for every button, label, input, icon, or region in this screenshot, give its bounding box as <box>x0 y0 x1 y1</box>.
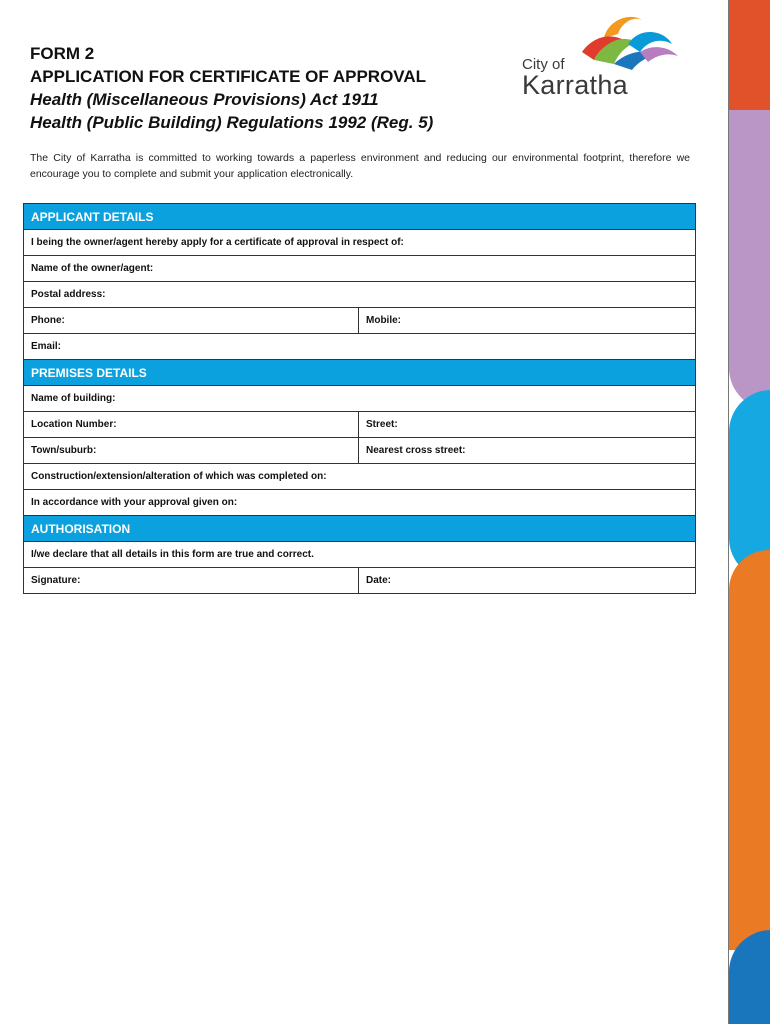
signature-label: Signature: <box>31 575 81 586</box>
location-number-label: Location Number: <box>31 419 117 430</box>
location-number-field[interactable] <box>24 412 359 437</box>
phone-field[interactable] <box>24 308 359 333</box>
form-title: APPLICATION FOR CERTIFICATE OF APPROVAL <box>30 67 427 86</box>
logo-swoosh-icon <box>568 12 683 72</box>
regulations-title: Health (Public Building) Regulations 1992 (Reg. 5) <box>30 113 434 132</box>
postal-address-field[interactable] <box>24 282 695 308</box>
approval-date-label: In accordance with your approval given on: <box>31 497 238 508</box>
construction-date-label: Construction/extension/alteration of which was completed on: <box>31 471 327 482</box>
stripe-orange-band <box>729 550 770 950</box>
location-street-row <box>24 412 695 438</box>
application-form <box>23 203 696 594</box>
owner-name-field[interactable] <box>24 256 695 282</box>
town-suburb-field[interactable] <box>24 438 359 463</box>
owner-name-label: Name of the owner/agent: <box>31 263 154 274</box>
act-title: Health (Miscellaneous Provisions) Act 1911 <box>30 90 379 109</box>
declaration-row <box>24 542 695 568</box>
apply-statement-label: I being the owner/agent hereby apply for a certificate of approval in respect of: <box>31 237 404 248</box>
logo-city-of-text: City of <box>522 56 565 73</box>
mobile-label: Mobile: <box>366 315 401 326</box>
email-field[interactable] <box>24 334 695 360</box>
city-of-karratha-logo <box>518 12 683 102</box>
signature-field[interactable] <box>24 568 359 593</box>
premises-details-heading: PREMISES DETAILS <box>24 360 695 386</box>
apply-statement-row[interactable] <box>24 230 695 256</box>
postal-address-label: Postal address: <box>31 289 106 300</box>
construction-date-field[interactable] <box>24 464 695 490</box>
mobile-field[interactable] <box>359 308 695 333</box>
town-cross-row <box>24 438 695 464</box>
form-number: FORM 2 <box>30 44 95 63</box>
phone-mobile-row <box>24 308 695 334</box>
approval-date-field[interactable] <box>24 490 695 516</box>
applicant-details-heading: APPLICANT DETAILS <box>24 204 695 230</box>
street-field[interactable] <box>359 412 695 437</box>
email-label: Email: <box>31 341 62 352</box>
stripe-purple-band <box>729 110 770 410</box>
authorisation-heading: AUTHORISATION <box>24 516 695 542</box>
declaration-text: I/we declare that all details in this form are true and correct. <box>31 549 314 560</box>
intro-paragraph: The City of Karratha is committed to working towards a paperless environment and reducing our environmental footprint, therefore we encourage you to complete and submit your application electronically. <box>30 152 690 180</box>
logo-karratha-text: Karratha <box>522 70 628 100</box>
phone-label: Phone: <box>31 315 65 326</box>
building-name-field[interactable] <box>24 386 695 412</box>
cross-street-field[interactable] <box>359 438 695 463</box>
cross-street-label: Nearest cross street: <box>366 445 466 456</box>
town-suburb-label: Town/suburb: <box>31 445 97 456</box>
street-label: Street: <box>366 419 398 430</box>
decorative-colour-stripe <box>728 0 770 1024</box>
form-header <box>30 42 500 134</box>
date-label: Date: <box>366 575 392 586</box>
date-field[interactable] <box>359 568 695 593</box>
building-name-label: Name of building: <box>31 393 116 404</box>
signature-date-row <box>24 568 695 594</box>
